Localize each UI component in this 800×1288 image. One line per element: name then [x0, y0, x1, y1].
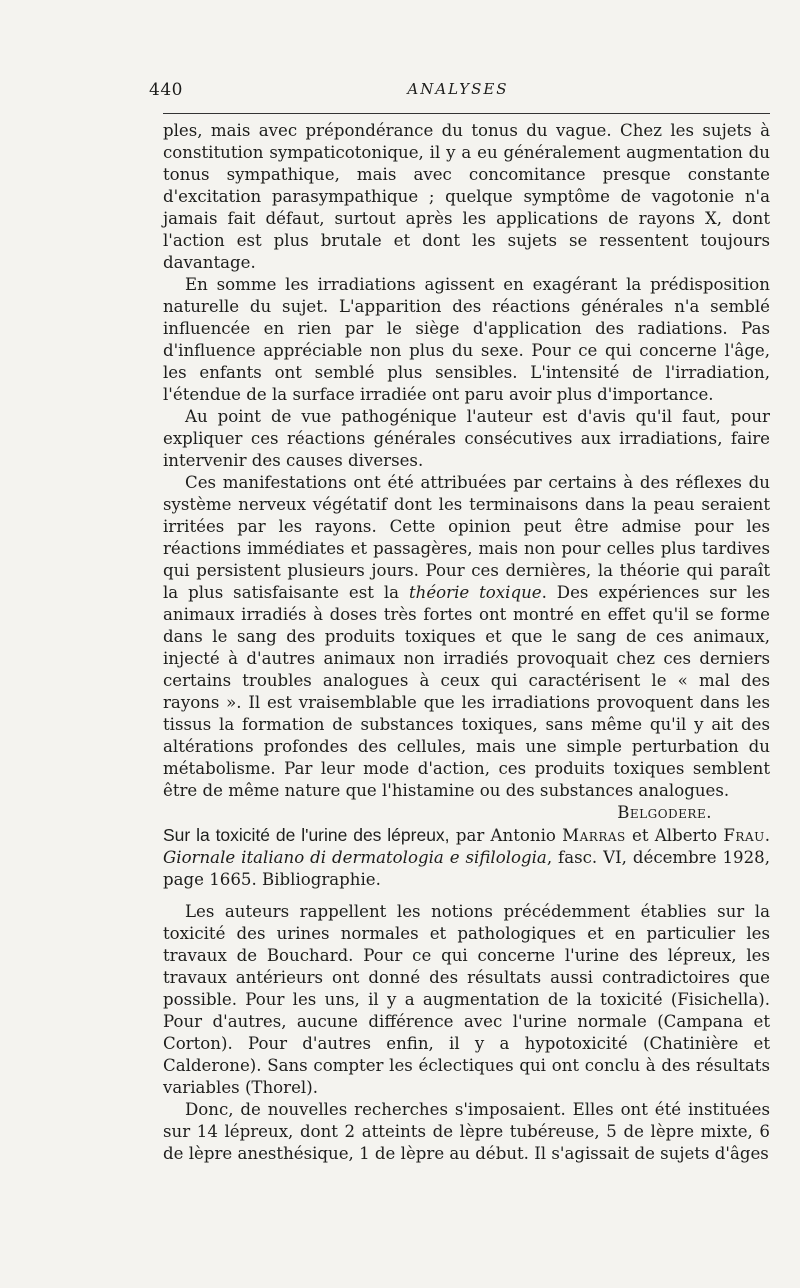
paragraph-text: . Des expériences sur les animaux irradiés à doses très fortes ont montré en effet qu'il se forme dans le sang des produits toxiques et que le sang de ces animaux, injecté à d'autres animaux non irradiés provoquait chez ces derniers certains troubles analogues à ceux qui caractérisent le « mal des rayons ». Il est vraisemblable que les irradiations provoquent dans les tissus la formation de substances toxiques, sans même qu'il y ait des altérations profondes des cellules, mais une simple perturbation du métabolisme. Par leur mode d'action, ces produits toxiques semblent être de même nature que l'histamine ou des substances analogues.	[163, 583, 770, 800]
page-header	[143, 80, 773, 106]
spacer	[163, 891, 770, 901]
article-details: , fasc. VI, décembre 1928, page 1665. Bibliographie.	[163, 848, 770, 889]
body-text	[163, 120, 770, 1165]
article-title: Sur la toxicité de l'urine des lépreux,	[163, 825, 450, 845]
paragraph-text: Ces manifestations ont été attribuées par certains à des réflexes du système nerveux végétatif dont les terminaisons dans la peau seraient irritées par les rayons. Cette opinion peut être admise pour les réactions immédiates et passagères, mais non pour celles plus tardives qui persistent plusieurs jours. Pour ces dernières, la théorie qui paraît la plus satisfaisante est la	[163, 473, 770, 602]
paragraph: En somme les irradiations agissent en exagérant la prédisposition naturelle du sujet. L'apparition des réactions générales n'a semblé influencée en rien par le siège d'application des radiations. Pas d'influence appréciable non plus du sexe. Pour ce qui concerne l'âge, les enfants ont semblé plus sensibles. L'intensité de l'irradiation, l'étendue de la surface irradiée ont paru avoir plus d'importance.	[163, 275, 770, 404]
article-by: par Antonio	[449, 826, 563, 845]
author-name: Marras	[562, 826, 626, 845]
paragraph: Donc, de nouvelles recherches s'imposaient. Elles ont été instituées sur 14 lépreux, dont 2 atteints de lèpre tubéreuse, 5 de lèpre mixte, 6 de lèpre anesthésique, 1 de lèpre au début. Il s'agissait de sujets d'âges	[163, 1100, 770, 1163]
page-number: 440	[149, 80, 183, 100]
author-name: Frau	[723, 826, 765, 845]
article-heading	[163, 824, 770, 891]
signature-line	[163, 802, 770, 824]
paragraph-theory	[163, 472, 770, 802]
running-head: ANALYSES	[407, 80, 509, 98]
journal-name: Giornale italiano di dermatologia e sifilologia	[163, 848, 547, 867]
paragraph: Les auteurs rappellent les notions précédemment établies sur la toxicité des urines normales et pathologiques et en particulier les travaux de Bouchard. Pour ce qui concerne l'urine des lépreux, les travaux antérieurs ont donné des résultats aussi contradictoires que possible. Pour les uns, il y a augmentation de la toxicité (Fisichella). Pour d'autres, aucune différence avec l'urine normale (Campana et Corton). Pour d'autres enfin, il y a hypotoxicité (Chatinière et Calderone). Sans compter les éclectiques qui ont conclu à des résultats variables (Thorel).	[163, 902, 770, 1097]
header-rule	[163, 113, 770, 114]
article-and: et Alberto	[625, 826, 724, 845]
paragraph: Au point de vue pathogénique l'auteur est d'avis qu'il faut, pour expliquer ces réactions générales consécutives aux irradiations, faire intervenir des causes diverses.	[163, 407, 770, 470]
paragraph-continued: ples, mais avec prépondérance du tonus du vague. Chez les sujets à constitution sympaticotonique, il y a eu généralement augmentation du tonus sympathique, mais avec concomitance presque constante d'excitation parasympathique ; quelque symptôme de vagotonie n'a jamais fait défaut, surtout après les applications de rayons X, dont l'action est plus brutale et dont les sujets se ressentent toujours davantage.	[163, 121, 770, 272]
emphasis-text: théorie toxique	[408, 583, 542, 602]
article-sep: .	[764, 826, 770, 845]
reviewer-signature: Belgodere.	[617, 803, 712, 822]
